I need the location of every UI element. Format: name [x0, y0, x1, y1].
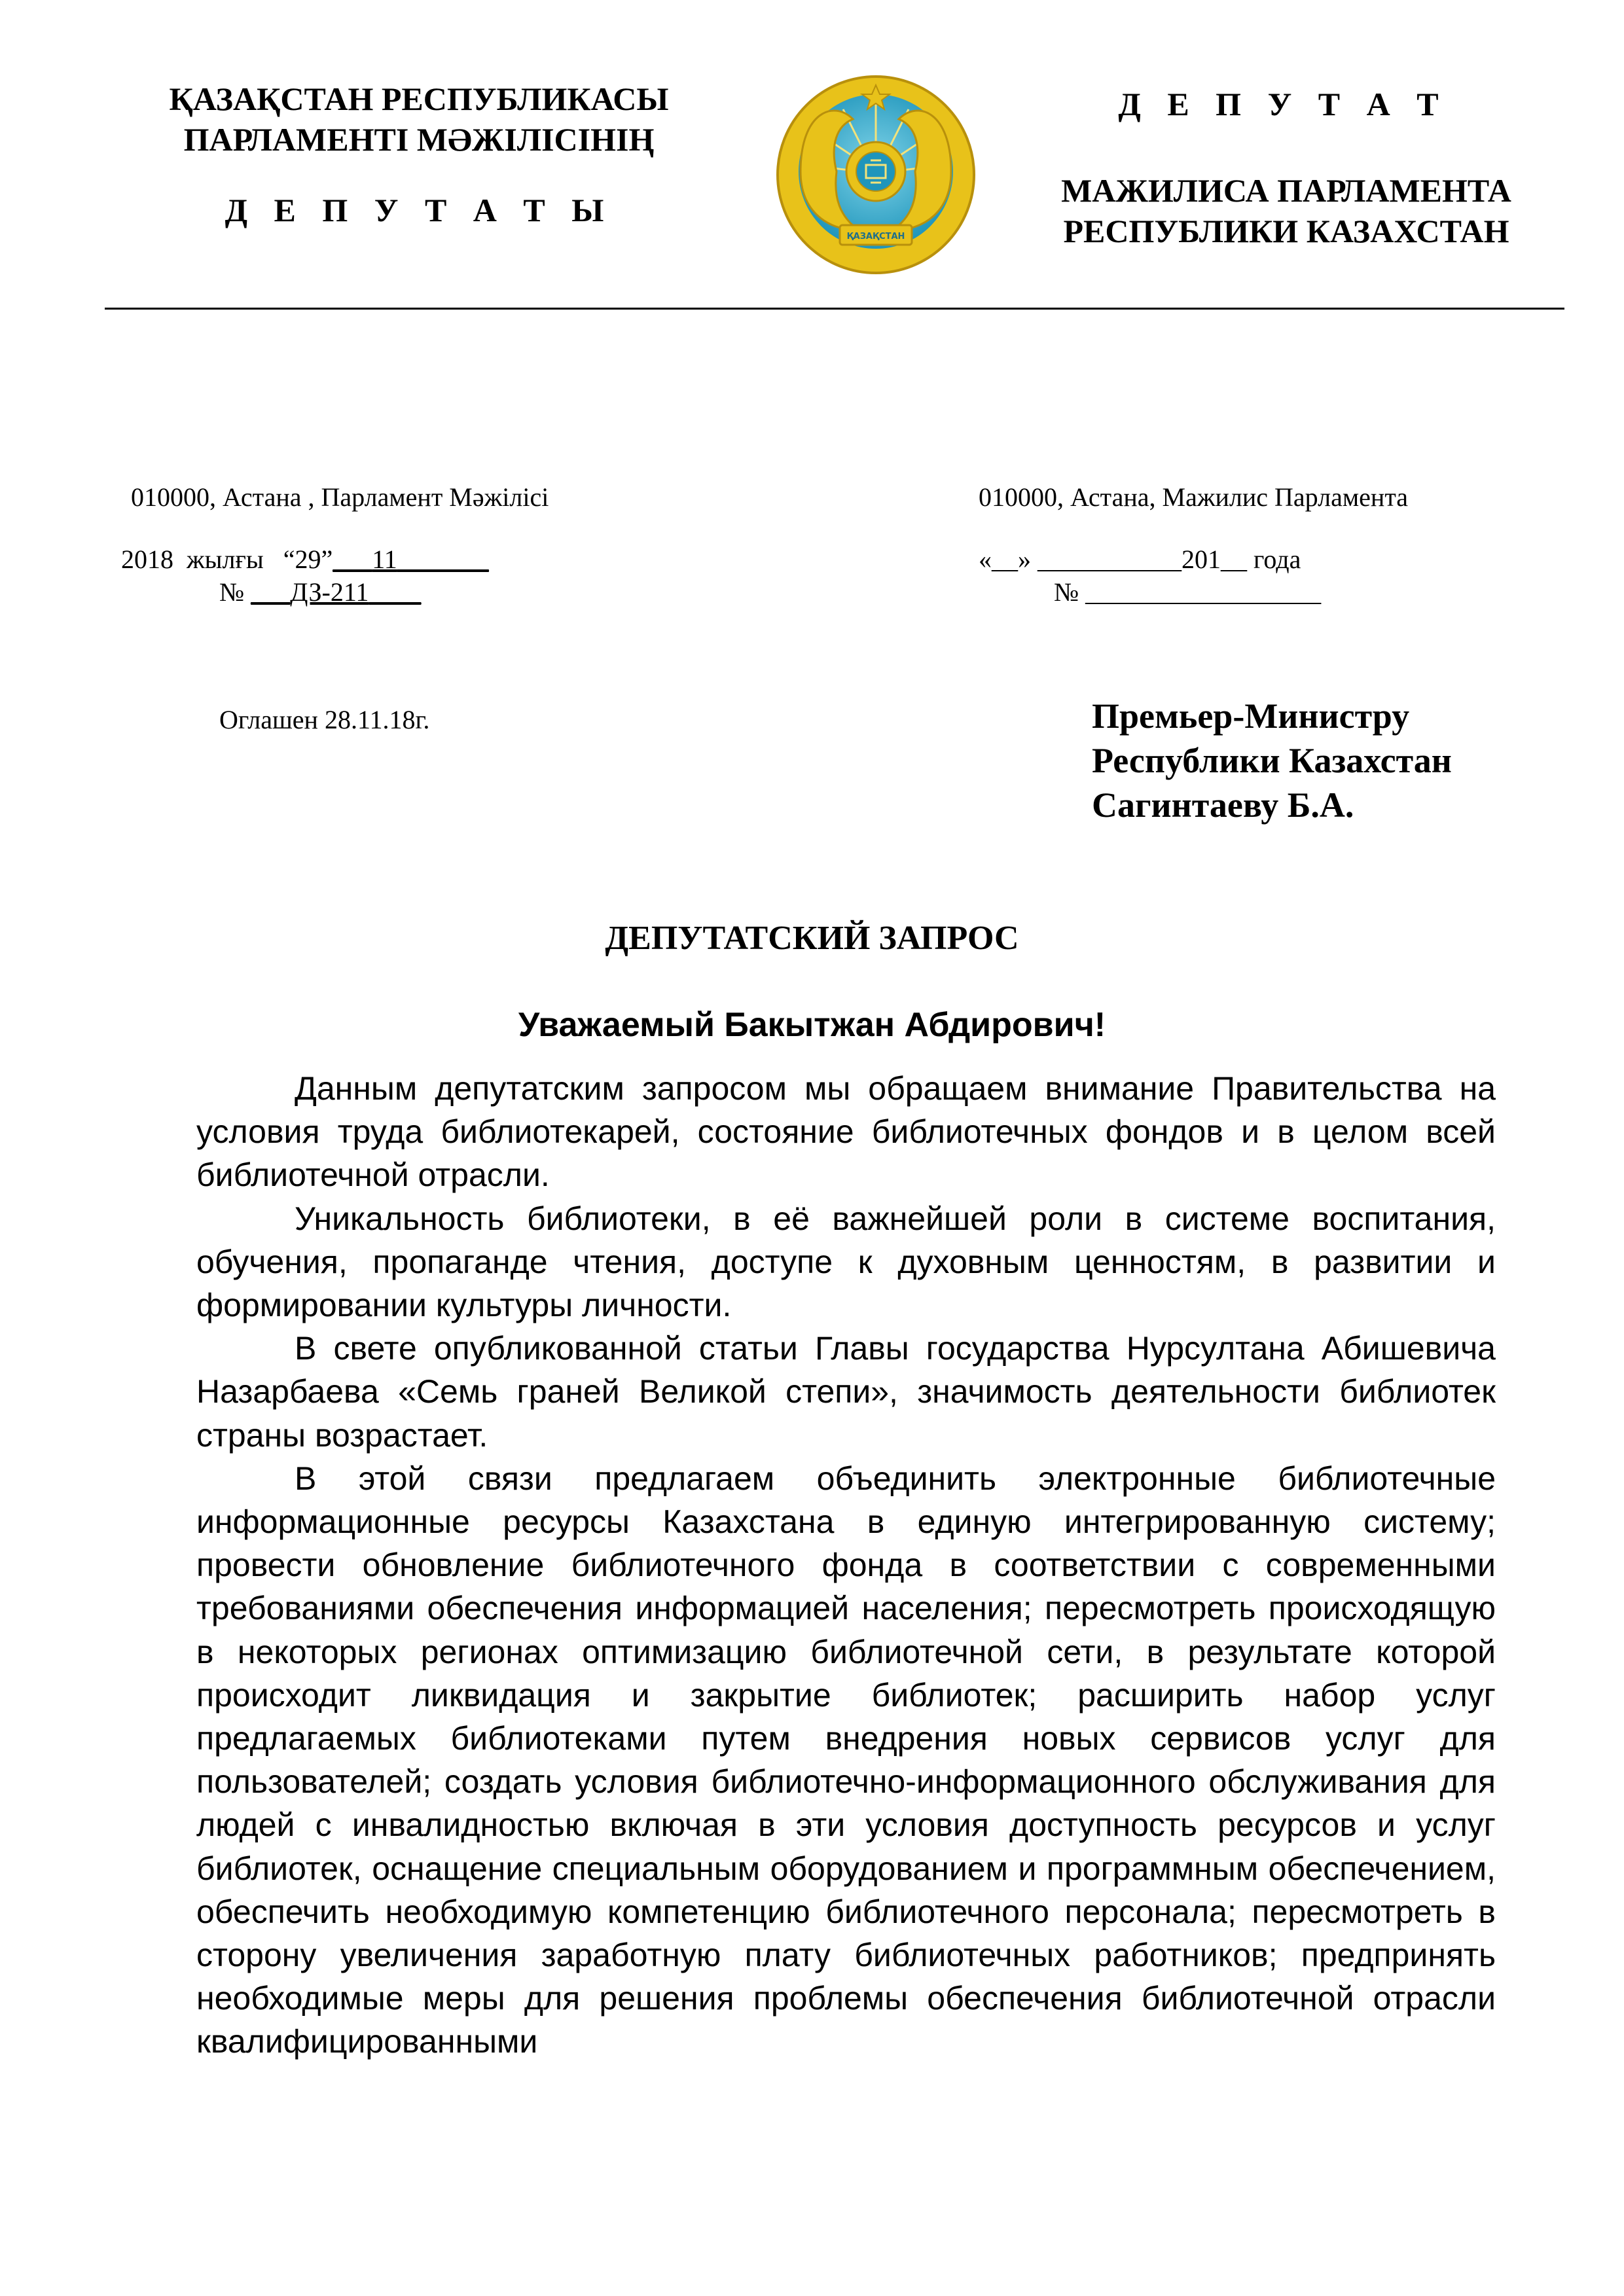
- salutation: Уважаемый Бакытжан Абдирович!: [518, 1006, 1106, 1044]
- header-left-line2: ПАРЛАМЕНТІ МӘЖІЛІСІНІҢ: [183, 121, 655, 158]
- left-number-value: ___ДЗ-211____: [251, 577, 422, 607]
- header-left-block: [124, 79, 713, 160]
- header-left-title: Д Е П У Т А Т Ы: [225, 192, 613, 228]
- left-date: [121, 543, 489, 576]
- emblem-text: ҚАЗАҚСТАН: [846, 232, 905, 242]
- addressee-line1: Премьер-Министру: [1092, 696, 1410, 736]
- header-left-line1: ҚАЗАҚСТАН РЕСПУБЛИКАСЫ: [169, 81, 669, 117]
- header-right-block: [1021, 170, 1551, 251]
- state-emblem-icon: [774, 73, 977, 276]
- document-title: ДЕПУТАТСКИЙ ЗАПРОС: [605, 920, 1019, 957]
- document-body: [196, 1067, 1496, 2064]
- body-paragraph-1: Данным депутатским запросом мы обращаем внимание Правительства на условия труда библиотекарей, состояние библиотечных фондов и в целом всей библиотечной отрасли.: [196, 1070, 1496, 1194]
- header-divider: [105, 308, 1564, 310]
- left-date-word: жылғы: [187, 545, 264, 574]
- left-date-day: “29”: [283, 545, 333, 574]
- left-address: 010000, Астана , Парламент Мәжілісі: [131, 482, 549, 512]
- addressee-line2: Республики Казахстан: [1092, 741, 1452, 780]
- right-address: 010000, Астана, Мажилис Парламента: [979, 482, 1409, 512]
- right-date-year: 201__ года: [1182, 545, 1301, 574]
- addressee-line3: Сагинтаеву Б.А.: [1092, 785, 1354, 825]
- right-date: «__» ___________201__ года: [979, 545, 1301, 574]
- header-right-line1: МАЖИЛИСА ПАРЛАМЕНТА: [1061, 172, 1511, 209]
- left-date-month: ___11_______: [333, 545, 489, 574]
- left-number-label: №: [219, 577, 245, 607]
- addressee-block: [1092, 694, 1452, 827]
- body-paragraph-2: Уникальность библиотеки, в её важнейшей роли в системе воспитания, обучения, пропаганде чтения, доступе к духовным ценностям, в развитии и формировании культуры личности.: [196, 1200, 1496, 1324]
- right-date-open: «__»: [979, 545, 1031, 574]
- header-right-title: Д Е П У Т А Т: [1118, 86, 1448, 122]
- right-number-label: №: [1054, 577, 1079, 607]
- body-paragraph-3: В свете опубликованной статьи Главы государства Нурсултана Абишевича Назарбаева «Семь граней Великой степи», значимость деятельности библиотек страны возрастает.: [196, 1330, 1496, 1454]
- right-number: № __________________: [1054, 577, 1322, 607]
- header-right-line2: РЕСПУБЛИКИ КАЗАХСТАН: [1063, 213, 1509, 249]
- left-number: [219, 576, 421, 609]
- announced-date: Оглашен 28.11.18г.: [219, 705, 430, 734]
- left-date-year: 2018: [121, 545, 173, 574]
- body-paragraph-4: В этой связи предлагаем объединить электронные библиотечные информационные ресурсы Казахстана в единую интегрированную систему; провести обновление библиотечного фонда в соответствии с современными требованиями обеспечения информацией населения; пересмотреть происходящую в некоторых регионах оптимизацию библиотечной сети, в результате которой происходит ликвидация и закрытие библиотек; расширить набор услуг предлагаемых библиотеками путем внедрения новых сервисов услуг для пользователей; создать условия библиотечно-информационного обслуживания для людей с инвалидностью включая в эти условия доступность ресурсов и услуг библиотек, оснащение специальным оборудованием и программным обеспечением, обеспечить необходимую компетенцию библиотечного персонала; пересмотреть в сторону увеличения заработную плату библиотечных работников; предпринять необходимые меры для решения проблемы обеспечения библиотечной отрасли квалифицированными: [196, 1460, 1496, 2060]
